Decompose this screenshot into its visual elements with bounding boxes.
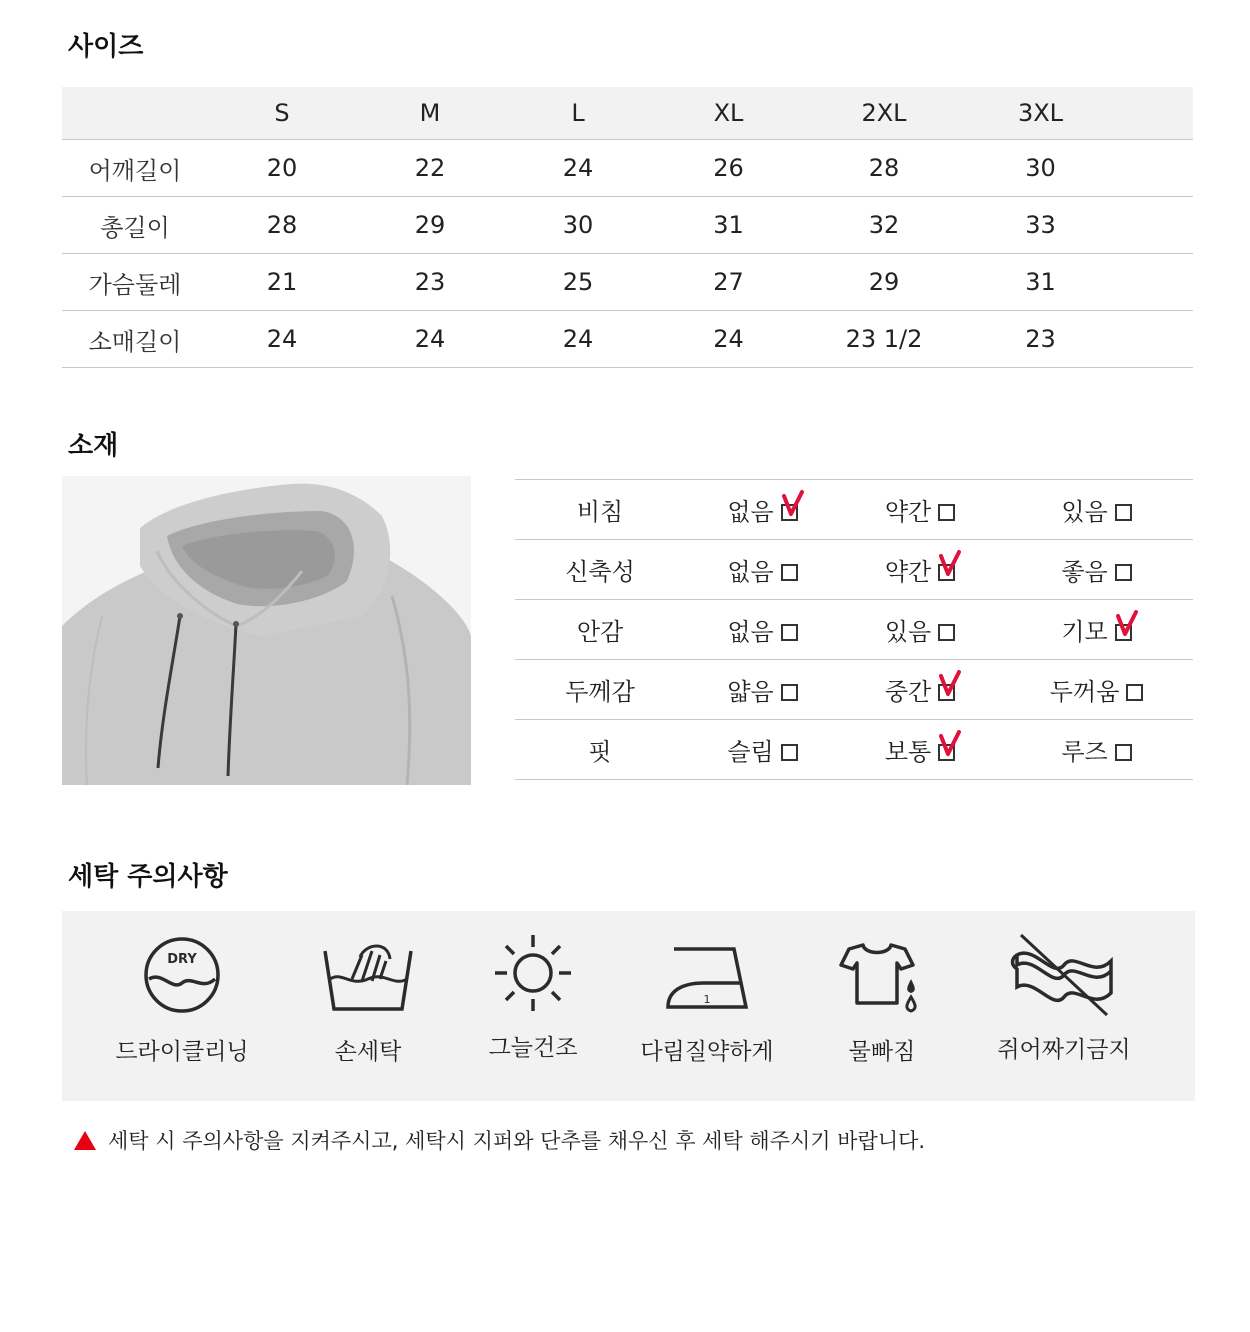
size-table	[62, 87, 1193, 368]
checkbox-checked	[938, 684, 955, 701]
size-cell: 33	[963, 197, 1118, 254]
care-sun	[443, 935, 623, 1062]
material-option-label: 있음	[884, 618, 932, 646]
size-table-row	[62, 197, 1193, 254]
material-option-label: 중간	[884, 678, 932, 706]
size-table-row	[62, 140, 1193, 197]
size-row-label: 가슴둘레	[62, 254, 208, 311]
material-option	[840, 480, 1000, 540]
material-option	[840, 660, 1000, 720]
size-header-m: M	[356, 87, 504, 140]
size-section-title: 사이즈	[68, 32, 144, 62]
size-cell: 22	[356, 140, 504, 197]
care-no-wring	[974, 935, 1154, 1064]
care-iron	[617, 935, 797, 1066]
checkbox	[781, 624, 798, 641]
material-option-label: 있음	[1061, 498, 1108, 526]
material-row	[515, 660, 1193, 720]
iron-low-icon	[664, 935, 750, 1015]
dry-clean-icon	[142, 935, 222, 1015]
size-header-blank	[62, 87, 208, 140]
material-row	[515, 600, 1193, 660]
material-option-label: 약간	[884, 558, 932, 586]
care-label-no-wring: 쥐어짜기금지	[997, 1037, 1131, 1063]
iron-dot-text: 1	[703, 993, 711, 1006]
checkbox	[938, 624, 955, 641]
size-cell: 24	[356, 311, 504, 368]
hoodie-image	[62, 476, 471, 785]
checkbox	[1115, 744, 1132, 761]
notice-text: 세탁 시 주의사항을 지켜주시고, 세탁시 지퍼와 단추를 채우신 후 세탁 해주시기 바랍니다.	[108, 1129, 926, 1153]
hand-wash-icon	[322, 935, 414, 1015]
check-mark-icon	[781, 490, 805, 518]
care-label-hand-wash: 손세탁	[334, 1039, 402, 1065]
material-row-label: 두께감	[515, 660, 685, 720]
material-option-label: 기모	[1061, 618, 1108, 646]
check-mark-icon	[938, 730, 962, 758]
material-option	[1000, 720, 1193, 780]
care-label-color-bleed: 물빠짐	[848, 1039, 916, 1065]
material-option-label: 약간	[884, 498, 932, 526]
material-option	[1000, 540, 1193, 600]
sun-dry-icon	[491, 931, 575, 1015]
care-label-dry-clean: 드라이클리닝	[115, 1039, 249, 1065]
size-table-row	[62, 254, 1193, 311]
care-hand-wash	[278, 935, 458, 1066]
size-cell: 25	[504, 254, 652, 311]
care-dry-clean	[92, 935, 272, 1066]
size-cell: 23	[963, 311, 1118, 368]
material-option-label: 없음	[727, 558, 774, 586]
material-row	[515, 720, 1193, 780]
material-option	[840, 540, 1000, 600]
material-option-label: 슬림	[727, 738, 774, 766]
size-row-label: 총길이	[62, 197, 208, 254]
no-wring-icon	[1009, 931, 1119, 1017]
size-cell: 32	[805, 197, 963, 254]
size-cell: 28	[805, 140, 963, 197]
size-row-pad	[1118, 140, 1193, 197]
material-row-label: 비침	[515, 480, 685, 540]
material-option-label: 얇음	[727, 678, 774, 706]
checkbox	[781, 744, 798, 761]
material-option-label: 없음	[727, 618, 774, 646]
size-cell: 20	[208, 140, 356, 197]
size-row-pad	[1118, 311, 1193, 368]
size-cell: 29	[805, 254, 963, 311]
material-row-label: 핏	[515, 720, 685, 780]
size-row-pad	[1118, 254, 1193, 311]
size-row-pad	[1118, 197, 1193, 254]
size-header-2xl: 2XL	[805, 87, 963, 140]
checkbox-checked	[938, 564, 955, 581]
size-cell: 28	[208, 197, 356, 254]
material-option	[840, 600, 1000, 660]
care-label-sun: 그늘건조	[488, 1035, 578, 1061]
size-cell: 24	[208, 311, 356, 368]
size-header-pad	[1118, 87, 1193, 140]
material-row	[515, 540, 1193, 600]
size-header-l: L	[504, 87, 652, 140]
size-cell: 24	[504, 140, 652, 197]
material-option	[1000, 600, 1193, 660]
size-table-row	[62, 311, 1193, 368]
checkbox	[1115, 564, 1132, 581]
size-cell: 21	[208, 254, 356, 311]
checkbox	[1126, 684, 1143, 701]
laundry-section-title: 세탁 주의사항	[68, 862, 228, 892]
checkbox	[781, 684, 798, 701]
care-color-bleed	[792, 935, 972, 1066]
size-cell: 23 1/2	[805, 311, 963, 368]
material-option	[685, 480, 840, 540]
size-cell: 27	[652, 254, 805, 311]
check-mark-icon	[1115, 610, 1139, 638]
checkbox-checked	[938, 744, 955, 761]
size-cell: 26	[652, 140, 805, 197]
size-row-label: 어깨길이	[62, 140, 208, 197]
size-cell: 29	[356, 197, 504, 254]
checkbox	[781, 564, 798, 581]
color-bleed-icon	[837, 935, 927, 1015]
laundry-notice	[74, 1125, 925, 1155]
size-cell: 24	[504, 311, 652, 368]
material-option	[685, 720, 840, 780]
material-option-label: 보통	[884, 738, 932, 766]
material-option-label: 루즈	[1061, 738, 1108, 766]
material-option-label: 좋음	[1061, 558, 1108, 586]
material-option	[685, 540, 840, 600]
material-option-label: 두꺼움	[1049, 678, 1120, 706]
size-cell: 23	[356, 254, 504, 311]
material-row-label: 안감	[515, 600, 685, 660]
material-row-label: 신축성	[515, 540, 685, 600]
material-option	[685, 600, 840, 660]
material-option	[1000, 660, 1193, 720]
size-header-s: S	[208, 87, 356, 140]
checkbox	[1115, 504, 1132, 521]
size-cell: 31	[652, 197, 805, 254]
material-option	[685, 660, 840, 720]
laundry-panel	[62, 911, 1195, 1101]
material-row	[515, 480, 1193, 540]
size-cell: 24	[652, 311, 805, 368]
material-table	[515, 479, 1193, 780]
size-header-3xl: 3XL	[963, 87, 1118, 140]
material-option	[1000, 480, 1193, 540]
check-mark-icon	[938, 670, 962, 698]
checkbox-checked	[1115, 624, 1132, 641]
size-cell: 31	[963, 254, 1118, 311]
size-cell: 30	[963, 140, 1118, 197]
warning-triangle-icon	[74, 1131, 96, 1150]
material-option-label: 없음	[727, 498, 774, 526]
size-row-label: 소매길이	[62, 311, 208, 368]
material-option	[840, 720, 1000, 780]
checkbox-checked	[781, 504, 798, 521]
material-section-title: 소재	[68, 431, 119, 461]
hoodie-illustration	[62, 476, 471, 785]
size-cell: 30	[504, 197, 652, 254]
care-label-iron: 다림질약하게	[640, 1039, 774, 1065]
checkbox	[938, 504, 955, 521]
size-header-xl: XL	[652, 87, 805, 140]
size-table-header	[62, 87, 1193, 140]
dry-icon-text: DRY	[167, 952, 197, 967]
check-mark-icon	[938, 550, 962, 578]
